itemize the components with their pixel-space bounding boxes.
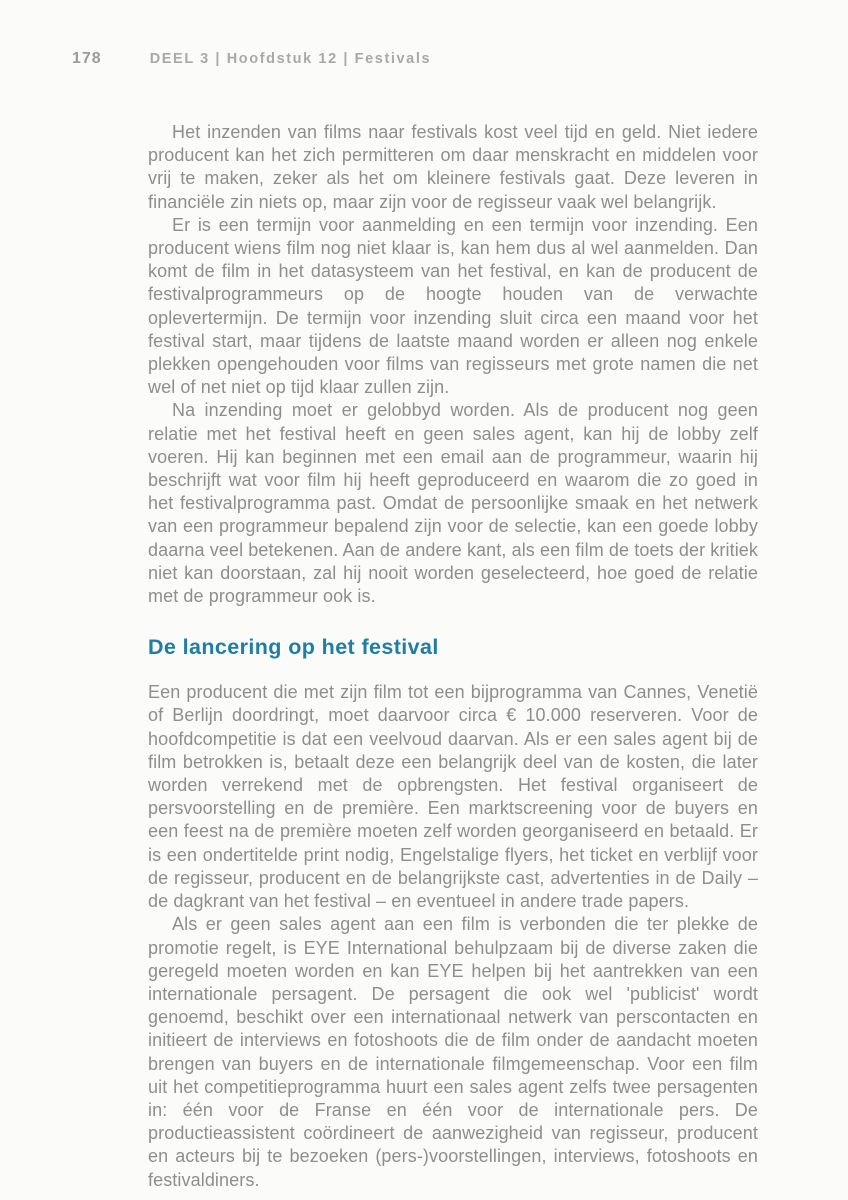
page-number: 178 — [72, 50, 102, 67]
breadcrumb: DEEL 3 | Hoofdstuk 12 | Festivals — [149, 51, 432, 67]
paragraph: Er is een termijn voor aanmelding en een termijn voor inzending. Een producent wiens film nog niet klaar is, kan hem dus al wel aanmelden. Dan komt de film in het datasysteem van het festival, en kan de producent de festivalprogrammeurs op de hoogte houden van de verwachte oplevertermijn. De termijn voor inzending sluit circa een maand voor het festival start, maar tijdens de laatste maand worden er alleen nog enkele plekken opengehouden voor films van regisseurs met grote namen die net wel of net niet op tijd klaar zullen zijn. — [148, 214, 758, 398]
paragraph: Een producent die met zijn film tot een bijprogramma van Cannes, Venetië of Berlijn doordringt, moet daarvoor circa € 10.000 reserveren. Voor de hoofdcompetitie is dat een veelvoud daarvan. Als er een sales agent bij de film betrokken is, betaalt deze een belangrijk deel van de kosten, die later worden verrekend met de opbrengsten. Het festival organiseert de persvoorstelling en de première. Een marktscreening voor de buyers en een feest na de première moeten zelf worden georganiseerd en betaald. Er is een ondertitelde print nodig, Engelstalige flyers, het ticket en verblijf voor de regisseur, producent en de belangrijkste cast, advertenties in de Daily – de dagkrant van het festival – en eventueel in andere trade papers. — [148, 682, 758, 912]
page-header — [72, 50, 431, 68]
paragraph: Na inzending moet er gelobbyd worden. Als de producent nog geen relatie met het festival heeft en geen sales agent, kan hij de lobby zelf voeren. Hij kan beginnen met een email aan de programmeur, waarin hij beschrijft wat voor film hij heeft geproduceerd en waarom die zo goed in het festivalprogramma past. Omdat de persoonlijke smaak en het netwerk van een programmeur bepalend zijn voor de selectie, kan een goede lobby daarna veel betekenen. Aan de andere kant, als een film de toets der kritiek niet kan doorstaan, zal hij nooit worden geselecteerd, hoe goed de relatie met de programmeur ook is. — [148, 400, 758, 607]
paragraph: Als er geen sales agent aan een film is verbonden die ter plekke de promotie regelt, is EYE International behulpzaam bij de diverse zaken die geregeld moeten worden en kan EYE helpen bij het aantrekken van een internationale persagent. De persagent die ook wel 'publicist' wordt genoemd, beschikt over een internationaal netwerk van perscontacten en initieert de interviews en fotoshoots die de film onder de aandacht moeten brengen van buyers en de internationale filmgemeenschap. Voor een film uit het competitieprogramma huurt een sales agent zelfs twee persagenten in: één voor de Franse en één voor de internationale pers. De productieassistent coördineert de aanwezigheid van regisseur, producent en acteurs bij te bezoeken (pers-)voorstellingen, interviews, fotoshoots en festivaldiners. — [148, 914, 758, 1190]
paragraph: Het inzenden van films naar festivals kost veel tijd en geld. Niet iedere producent kan het zich permitteren om daar menskracht en middelen voor vrij te maken, zeker als het om kleinere festivals gaat. Deze leveren in financiële zin niets op, maar zijn voor de regisseur vaak wel belangrijk. — [148, 122, 758, 212]
page-content — [148, 121, 758, 1192]
section-heading: De lancering op het festival — [148, 635, 439, 660]
